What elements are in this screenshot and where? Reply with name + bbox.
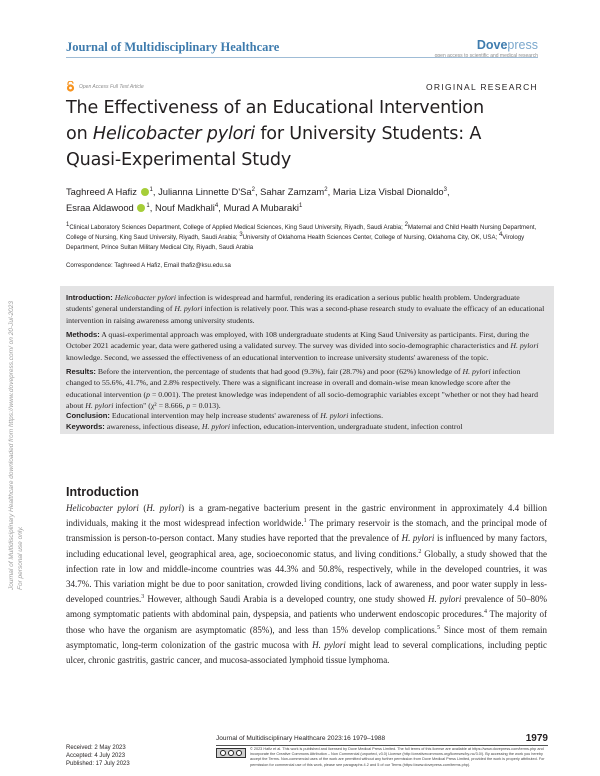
body-text: Since most of them remain asymptomatic, long-term colonization of the gastric mucosa with: [66, 624, 548, 650]
author-affil-ref: 2: [324, 186, 328, 193]
species-name: H. pylori: [462, 367, 491, 376]
download-note: [8, 160, 30, 590]
author-name[interactable]: Nouf Madkhali: [154, 202, 215, 213]
stat-symbol: p: [186, 401, 191, 411]
affil-marker: 4: [498, 231, 503, 238]
open-access-lock-icon: [66, 81, 75, 92]
abstract-text: knowledge. Second, we assessed the effectiveness of an educational intervention to increase university students' awareness of the topic.: [66, 352, 489, 362]
download-note-line1: Journal of Multidisciplinary Healthcare downloaded from https://www.dovepress.com/ on 20-Jul-2023: [8, 300, 15, 590]
author-affil-ref: 1: [146, 202, 150, 209]
abstract-text: infection is relatively poor. This was a second-phase research study to evaluate the efficacy of an educational intervention in raising awareness among university students.: [66, 304, 545, 325]
footer-divider: [216, 745, 548, 746]
article-type: ORIGINAL RESEARCH: [426, 82, 538, 92]
body-text: Globally, a study showed that the infection rate in low and middle-income countries was 44.3% and 50.8%, respectively, while in the developed countries, it was 34.7%. This variation might be due to poor sanitation, crowded living conditions, lack of awareness, and poor water supply in less-developed countries.: [66, 548, 548, 605]
affiliation-text: Maternal and Child Health Nursing Department, College of Nursing, King Saud University, Riyadh, Saudi Arabia;: [66, 224, 537, 241]
citation-link[interactable]: 3: [141, 594, 145, 601]
species-name: H. pylori: [428, 594, 462, 605]
publisher-logo[interactable]: [435, 38, 538, 59]
author-name[interactable]: Julianna Linnette D'Sa: [158, 186, 252, 197]
body-text: is influenced by many factors, including educational level, geographical area, age, socioeconomic status, and living conditions.: [66, 533, 548, 559]
body-text: The primary reservoir is the stomach, and the principal mode of transmission is person-to-person contact. Many studies have reported that the prevalence of: [66, 518, 548, 544]
download-note-line2: For personal use only.: [16, 526, 24, 590]
abstract-label: Methods:: [66, 330, 100, 339]
author-name[interactable]: Maria Liza Visbal Dionaldo: [332, 186, 444, 197]
author-name[interactable]: Taghreed A Hafiz: [66, 186, 137, 197]
publication-dates: [66, 744, 130, 768]
abstract-text: infection is widespread and harmful, rendering its eradication a serious public health problem. Undergraduate students' general understanding of: [66, 293, 520, 314]
body-text: ) is a gram-negative bacterium present in the gastric environment in approximately 4.4 billion individuals, making it the most widespread infection worldwide.: [66, 503, 548, 529]
abstract-box: [60, 286, 554, 434]
body-text: (: [138, 503, 147, 513]
abstract-text: infection changed to 55.6%, 41.7%, and 2.8% respectively. There was a significant increase in overall and domain-wise mean knowledge score after the educational intervention (: [66, 367, 521, 399]
abstract-label: Conclusion:: [66, 411, 110, 420]
body-text: might lead to several complications, including peptic ulcer, chronic gastritis, gastric cancer, and mucosa-associated lymphoid tissue lymphoma.: [66, 639, 548, 666]
stat-symbol: p: [146, 389, 151, 399]
affil-marker: 3: [239, 231, 243, 238]
affiliations: [66, 223, 548, 253]
species-name: Helicobacter pylori: [114, 293, 177, 302]
abstract-text: Educational intervention may help increase students' awareness of: [109, 411, 321, 420]
affiliation-text: University of Oklahoma Health Sciences Center, College of Nursing, Oklahoma City, OK, USA;: [242, 234, 499, 241]
species-name: H. pylori: [401, 533, 435, 544]
abstract-keywords: [66, 421, 548, 432]
abstract-label: Results:: [66, 367, 96, 376]
species-name: H. pylori: [146, 503, 182, 513]
abstract-text: = 0.013).: [190, 401, 221, 411]
abstract-text: awareness, infectious disease,: [104, 422, 202, 431]
open-access-badge: [66, 81, 144, 92]
introduction-paragraph: [66, 501, 547, 668]
author-name[interactable]: Esraa Aldawood: [66, 202, 134, 213]
article-title: [66, 95, 566, 173]
citation-link[interactable]: 5: [437, 624, 441, 631]
abstract-text: = 0.001). The pretest knowledge was independent of all socio-demographic variables except "whether or not they had heard about: [66, 389, 539, 411]
citation-link[interactable]: 1: [303, 518, 307, 525]
body-text: prevalence of 50–80% among symptomatic patients with abdominal pain, dyspepsia, and patients who underwent endoscopic procedures.: [66, 594, 547, 620]
species-name: H. pylori: [85, 401, 114, 411]
received-date: Received: 2 May 2023: [66, 745, 126, 751]
publisher-tagline: open access to scientific and medical research: [434, 53, 538, 59]
abstract-methods: [66, 329, 548, 363]
author-affil-ref: 4: [214, 202, 219, 209]
species-name: H. pylori: [174, 304, 203, 314]
abstract-introduction: [66, 292, 548, 326]
abstract-label: Keywords:: [66, 422, 105, 431]
affil-marker: 2: [404, 221, 408, 228]
abstract-conclusion: [66, 410, 548, 421]
species-name: H. pylori: [312, 639, 346, 650]
author-name[interactable]: Murad A Mubaraki: [223, 202, 299, 213]
accepted-date: Accepted: 4 July 2023: [66, 753, 126, 759]
title-line1: The Effectiveness of an Educational Intervention: [66, 98, 484, 118]
body-text: The majority of those who have the organism are asymptomatic (85%), and less than 15% develop complications.: [66, 609, 547, 635]
introduction-heading: Introduction: [66, 485, 139, 499]
abstract-text: infections.: [348, 411, 384, 420]
body-text: However, although Saudi Arabia is a developed country, one study showed: [144, 594, 429, 605]
author-affil-ref: 1: [149, 186, 153, 193]
abstract-text: infection, education-intervention, undergraduate student, infection control: [229, 422, 463, 431]
species-name: H. pylori: [201, 422, 230, 431]
abstract-label: Introduction:: [66, 293, 113, 302]
orcid-icon[interactable]: [141, 188, 149, 196]
open-access-label: Open Access Full Text Article: [79, 83, 144, 90]
abstract-text: A quasi-experimental approach was employed, with 108 undergraduate students at King Saud University as participants. First, during the October 2021 academic year, data were gathered using a validated survey. The survey was divided into socio-demographic characteristics and: [66, 330, 529, 351]
title-line3: Quasi-Experimental Study: [66, 150, 292, 170]
journal-name[interactable]: Journal of Multidisciplinary Healthcare: [66, 40, 280, 54]
author-name[interactable]: Sahar Zamzam: [260, 186, 325, 197]
author-affil-ref: 2: [251, 186, 255, 193]
license-text: © 2023 Hafiz et al. This work is published and licensed by Dove Medical Press Limited. The full terms of this license are available at https://www.dovepress.com/terms.php and incorporate the Creative Commons Attribution – Non Commercial (unported, v3.0) License (http://creativecommons.org/licenses/by-nc/3.0/). By accessing the work you hereby accept the Terms. Non-commercial uses of the work are permitted without any further permission from Dove Medical Press Limited, provided the work is properly attributed. For permission for commercial use of this work, please see paragraphs 4.2 and 5 of our Terms (https://www.dovepress.com/terms.php).: [250, 747, 545, 767]
brand-bold: Dove: [476, 38, 508, 52]
affiliation-text: Clinical Laboratory Sciences Department, College of Applied Medical Sciences, King Saud University, Riyadh, Saudi Arabia;: [69, 224, 405, 231]
correspondence[interactable]: Correspondence: Taghreed A Hafiz, Email thafiz@ksu.edu.sa: [66, 262, 231, 269]
abstract-text: infection" (χ² = 8.666,: [113, 401, 187, 411]
species-name: H. pylori: [510, 341, 539, 351]
brand-light: press: [507, 38, 538, 52]
affiliation-text: Virology Department, Prince Sultan Military Medical City, Riyadh, Saudi Arabia: [66, 234, 525, 251]
title-species: Helicobacter pylori: [92, 124, 255, 144]
author-affil-ref: 1: [299, 202, 303, 209]
published-date: Published: 17 July 2023: [66, 761, 130, 767]
citation-link[interactable]: 2: [418, 548, 422, 555]
title-line2-pre: on: [66, 124, 93, 144]
citation-link[interactable]: 4: [483, 609, 487, 616]
header-divider: [66, 57, 538, 58]
author-list: Taghreed A Hafiz $^1$, Julianna Linnette D'Sa$^2$, Sahar Zamzam$^2$, Maria Liza Visbal Dionaldo$^3$, Esraa Aldawood $^1$, Nouf Madkhali$^4$, Murad A Mubaraki$^1$: [66, 186, 450, 213]
orcid-icon[interactable]: [137, 204, 145, 212]
page-number: 1979: [525, 733, 548, 744]
affil-marker: 1: [66, 221, 70, 228]
footer-citation: Journal of Multidisciplinary Healthcare 2023:16 1979–1988: [216, 735, 386, 742]
species-name: H. pylori: [320, 411, 349, 420]
author-affil-ref: 3: [443, 186, 447, 193]
abstract-results: [66, 366, 548, 412]
creative-commons-icon[interactable]: [216, 748, 246, 758]
abstract-text: Before the intervention, the percentage of students that had good (9.3%), fair (28.7%) and poor (62%) knowledge of: [95, 367, 463, 376]
title-line2-post: for University Students: A: [254, 124, 482, 144]
species-name: Helicobacter pylori: [66, 503, 139, 513]
